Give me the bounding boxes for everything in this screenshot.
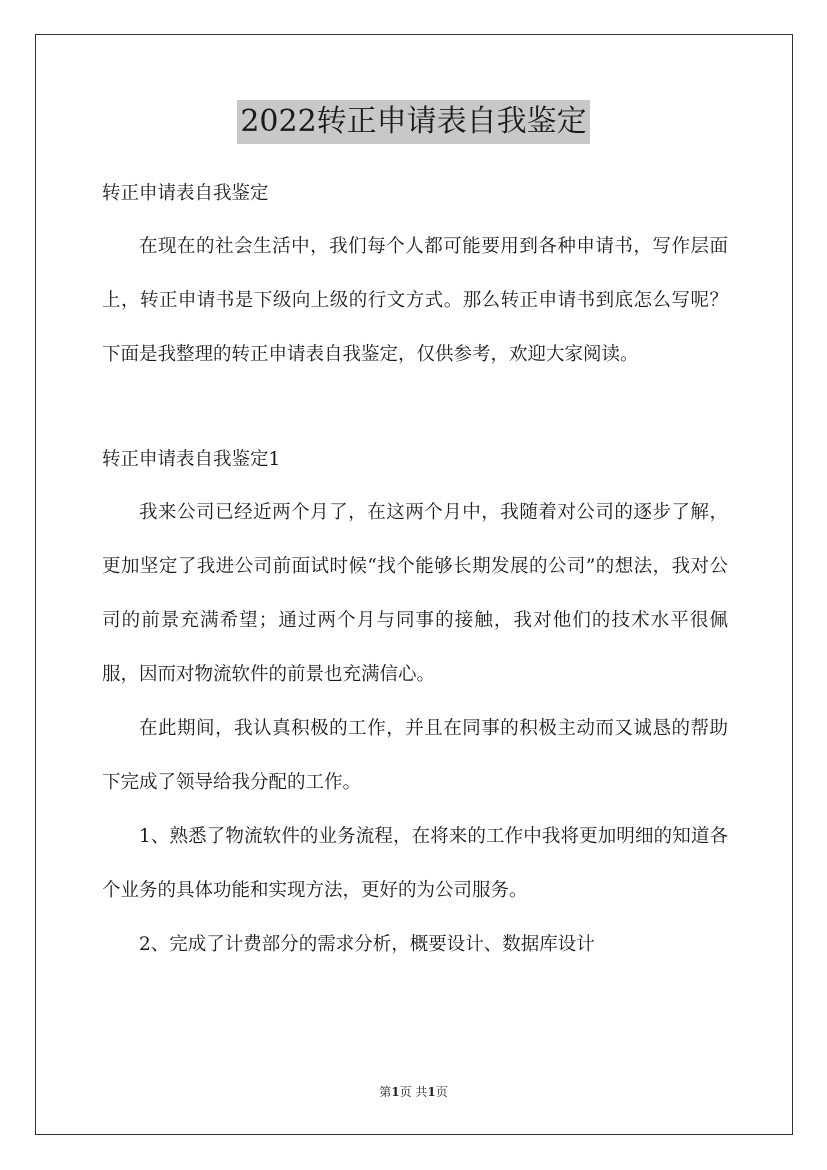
intro-paragraph: 在现在的社会生活中，我们每个人都可能要用到各种申请书，写作层面上，转正申请书是下级向上级的行文方式。那么转正申请书到底怎么写呢？下面是我整理的转正申请表自我鉴定，仅供参考，欢迎大家阅读。 <box>102 236 728 365</box>
page-total-number: 1 <box>427 1085 436 1099</box>
page-prefix: 第 <box>379 1085 392 1099</box>
page-mid: 页 共 <box>399 1085 428 1099</box>
body-paragraph: 2、完成了计费部分的需求分析，概要设计、数据库设计 <box>139 934 595 955</box>
document-body <box>102 168 728 972</box>
page-suffix: 页 <box>435 1085 448 1099</box>
document-title: 2022转正申请表自我鉴定 <box>237 100 589 144</box>
page-current-number: 1 <box>391 1085 400 1099</box>
body-paragraph: 在此期间，我认真积极的工作，并且在同事的积极主动而又诚恳的帮助下完成了领导给我分配的工作。 <box>102 718 728 793</box>
section-spacer <box>102 382 728 434</box>
section-heading: 转正申请表自我鉴定1 <box>102 449 281 470</box>
page-footer <box>0 1083 827 1101</box>
body-paragraph: 1、熟悉了物流软件的业务流程，在将来的工作中我将更加明细的知道各个业务的具体功能和实现方法，更好的为公司服务。 <box>102 826 728 901</box>
title-container <box>0 100 827 144</box>
body-paragraph: 我来公司已经近两个月了，在这两个月中，我随着对公司的逐步了解，更加坚定了我进公司前面试时候“找个能够长期发展的公司”的想法，我对公司的前景充满希望；通过两个月与同事的接触，我对他们的技术水平很佩服，因而对物流软件的前景也充满信心。 <box>102 502 728 685</box>
document-subtitle: 转正申请表自我鉴定 <box>102 183 269 204</box>
